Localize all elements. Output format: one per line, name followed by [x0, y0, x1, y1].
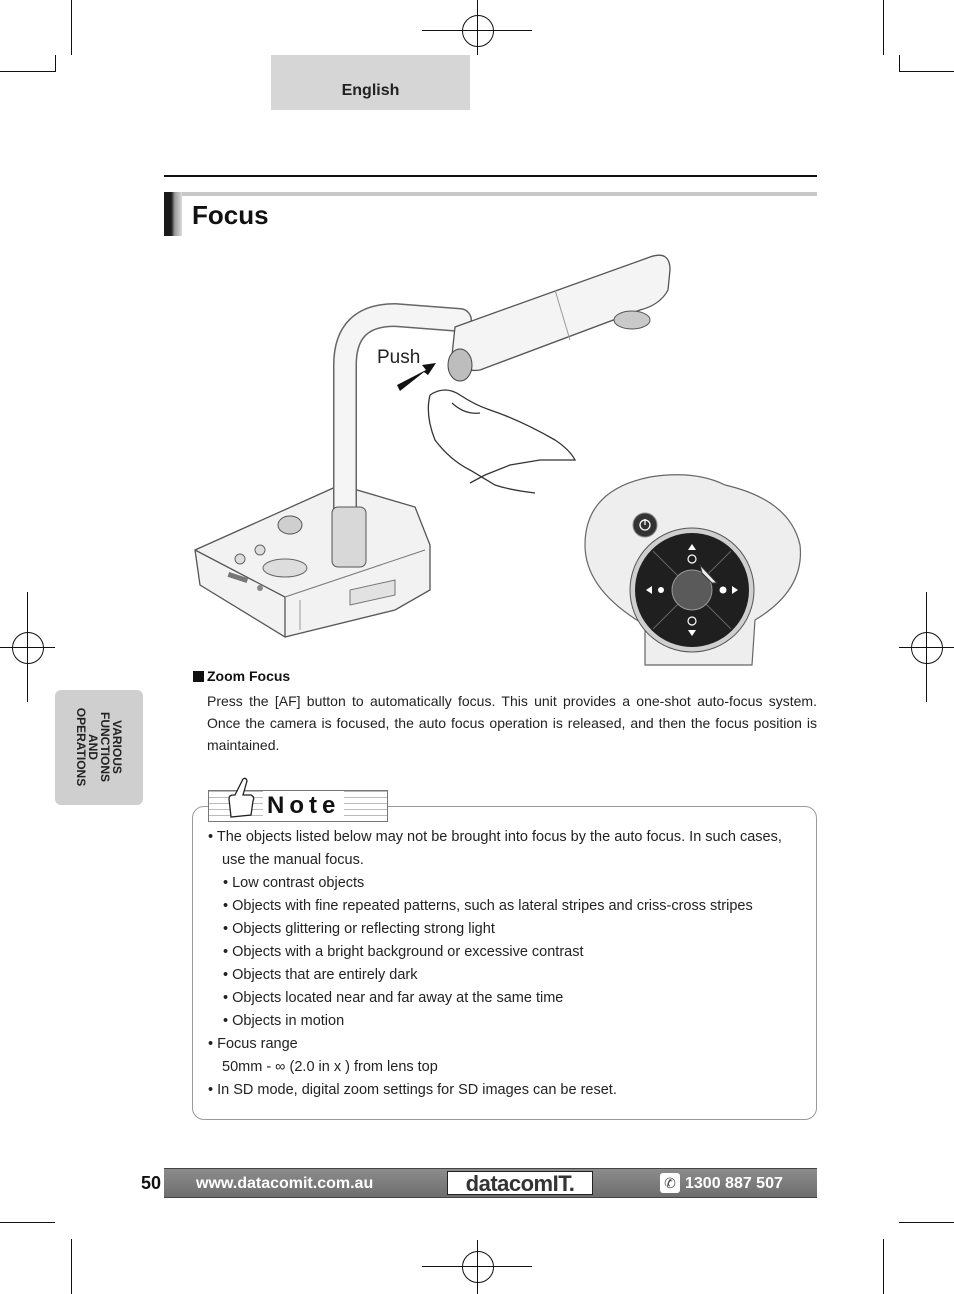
- list-item: • Objects located near and far away at the same time: [223, 990, 564, 1006]
- list-item: • Low contrast objects: [223, 875, 365, 891]
- brand-logo: datacomIT.: [447, 1171, 593, 1195]
- crop-mark: [71, 0, 72, 55]
- crop-mark: [883, 1239, 884, 1294]
- side-tab-label: VARIOUS FUNCTIONS AND OPERATIONS: [74, 707, 124, 787]
- crop-mark: [71, 1239, 72, 1294]
- list-item: • Focus range: [208, 1036, 298, 1052]
- registration-circle: [12, 632, 44, 664]
- list-item: • In SD mode, digital zoom settings for SD images can be reset.: [208, 1082, 617, 1098]
- header-rule: [164, 175, 817, 177]
- language-tab-label: English: [341, 82, 400, 99]
- note-label: [208, 790, 388, 822]
- list-item: • Objects in motion: [223, 1013, 345, 1029]
- push-label: Push: [377, 347, 421, 368]
- page-title: Focus: [192, 200, 269, 230]
- list-item: • Objects that are entirely dark: [223, 967, 418, 983]
- crop-mark: [0, 1222, 55, 1223]
- footer-url-link[interactable]: www.datacomit.com.au: [196, 1175, 374, 1192]
- list-item: • Objects with fine repeated patterns, such as lateral stripes and criss-cross stripes: [223, 898, 753, 914]
- pointing-hand-icon: [221, 777, 261, 821]
- note-list: [208, 826, 808, 1102]
- crop-mark: [883, 0, 884, 55]
- document-camera-illustration: [190, 245, 810, 667]
- crop-mark: [899, 71, 954, 72]
- list-item: • The objects listed below may not be brought into focus by the auto focus. In such cases, use the manual focus.: [208, 829, 782, 868]
- crop-mark: [899, 1222, 954, 1223]
- square-bullet-icon: [193, 671, 204, 682]
- list-item: • Objects with a bright background or excessive contrast: [223, 944, 584, 960]
- registration-circle: [911, 632, 943, 664]
- zoom-focus-heading: Zoom Focus: [193, 668, 290, 684]
- page-number: 50: [141, 1173, 162, 1193]
- section-side-tab: [55, 690, 143, 805]
- note-label-text: Note: [263, 791, 344, 821]
- crop-mark: [0, 71, 55, 72]
- focus-range-value: 50mm - ∞ (2.0 in x ) from lens top: [222, 1059, 438, 1075]
- crop-mark: [55, 55, 56, 72]
- crop-mark: [899, 55, 900, 72]
- zoom-focus-body: Press the [AF] button to automatically focus. This unit provides a one-shot auto-focus system. Once the camera is focused, the auto focus operation is released, and then the focus position is maintained.: [207, 693, 817, 753]
- footer-phone: 1300 887 507: [685, 1175, 783, 1192]
- title-accent-bar: [164, 192, 182, 236]
- language-tab: [271, 55, 470, 110]
- phone-icon: ✆: [660, 1173, 680, 1193]
- list-item: • Objects glittering or reflecting strong light: [223, 921, 495, 937]
- registration-circle: [462, 15, 494, 47]
- title-band: [164, 192, 817, 196]
- registration-circle: [462, 1251, 494, 1283]
